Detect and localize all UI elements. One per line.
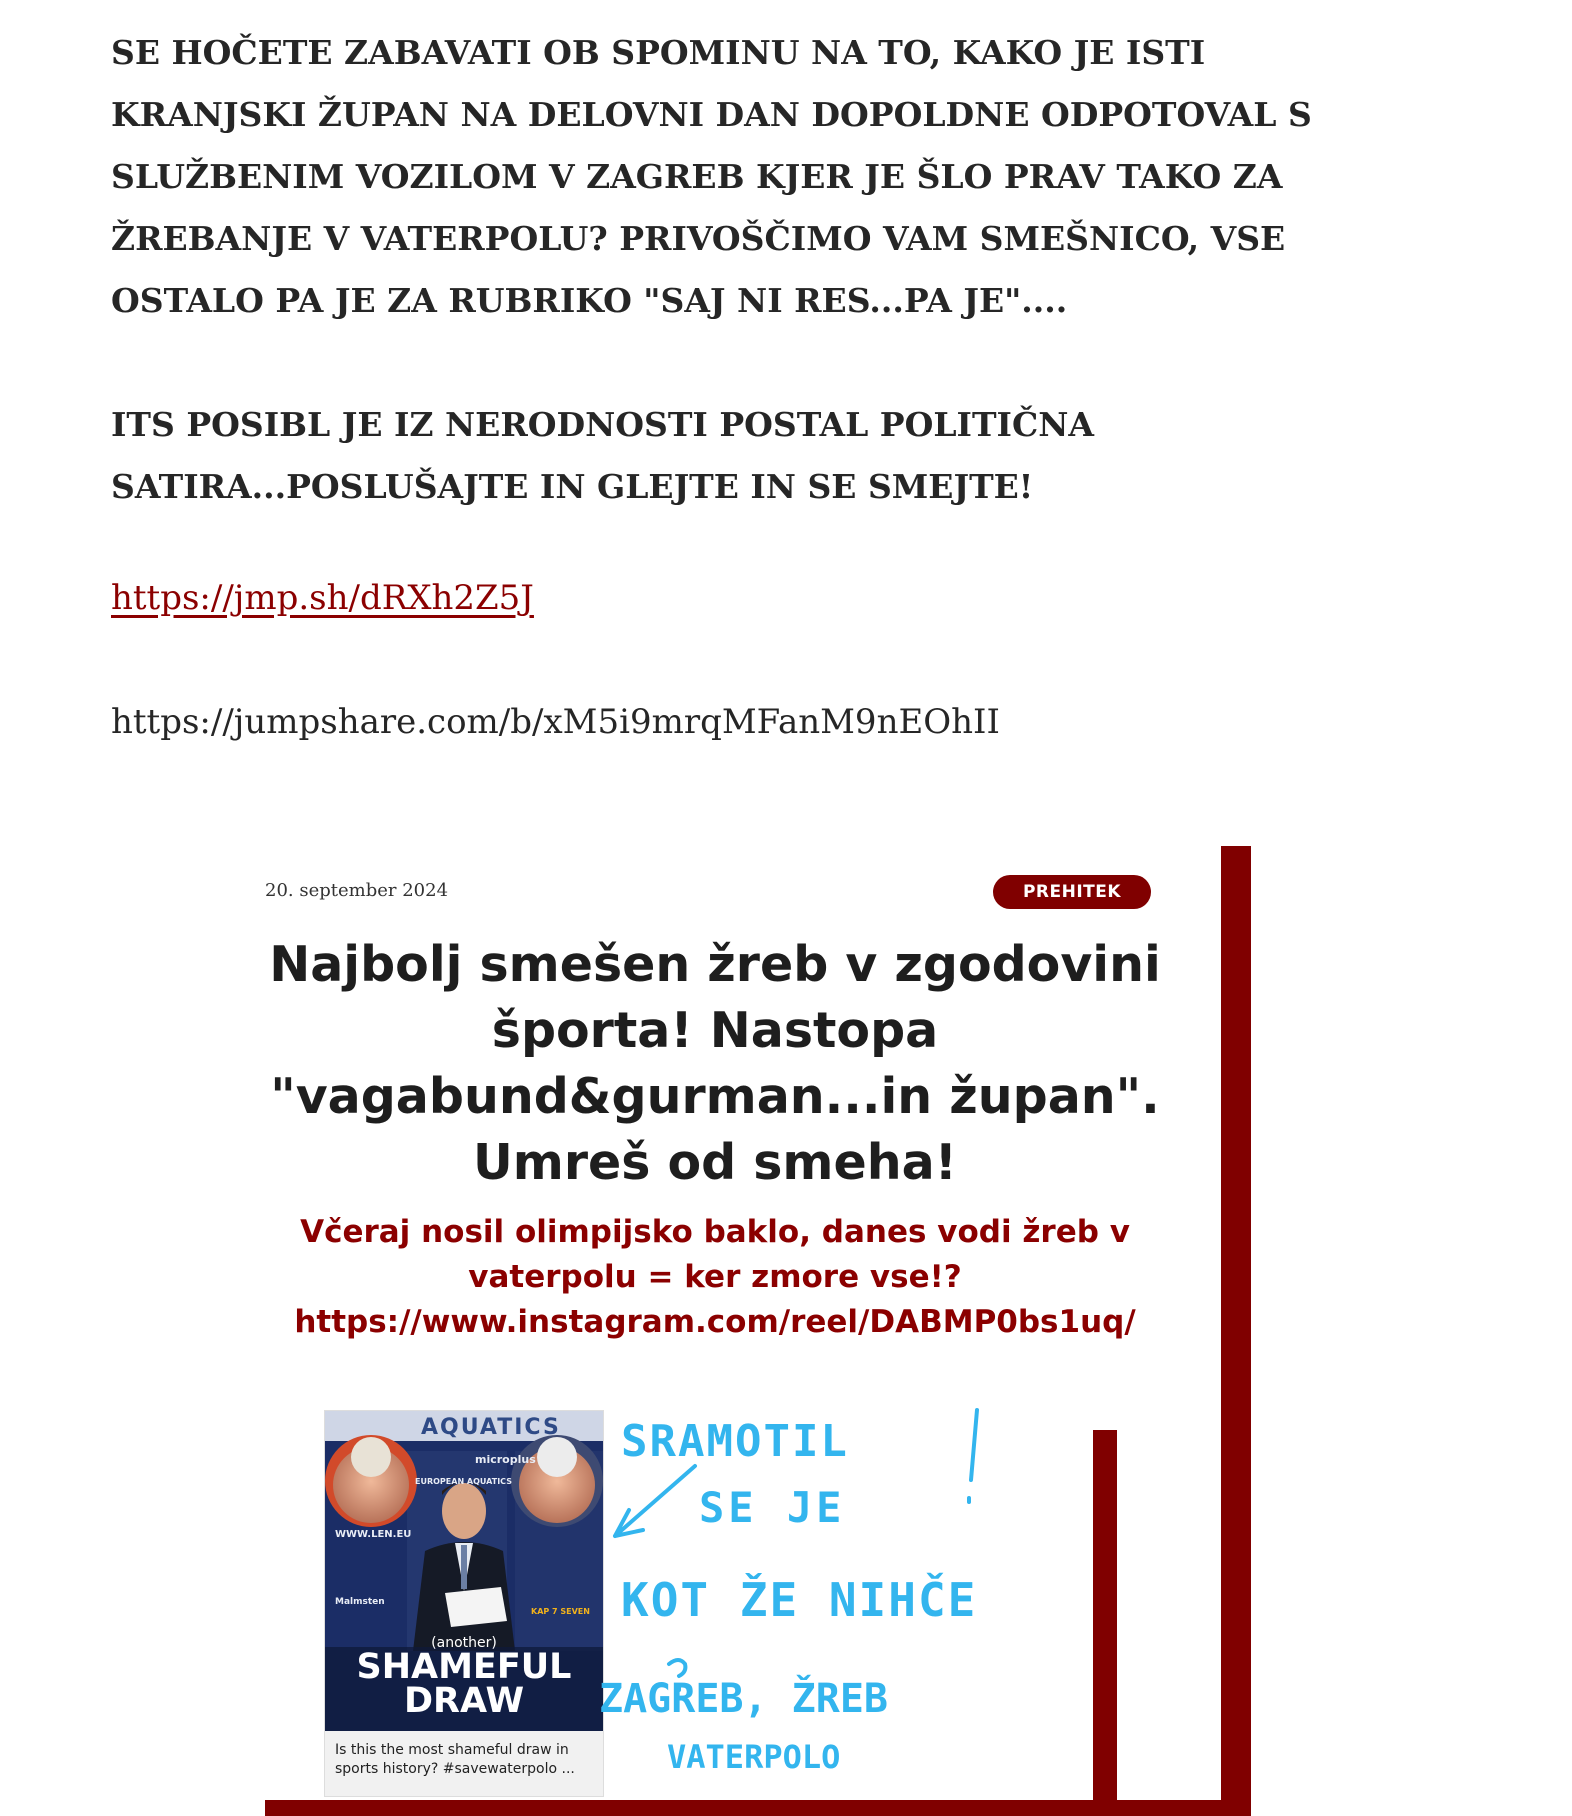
photo-big-text-1: SHAMEFUL bbox=[356, 1647, 572, 1687]
handwriting-line-3: KOT ŽE NIHČE bbox=[621, 1573, 978, 1627]
handwritten-annotation bbox=[595, 1406, 1065, 1816]
card-subhead: Včeraj nosil olimpijsko baklo, danes vodi žreb v vaterpolu = ker zmore vse!?https://www.instagram.com/reel/DABMP0bs1uq/ bbox=[294, 1214, 1136, 1340]
article-body bbox=[111, 22, 1411, 518]
card-headline: Najbolj smešen žreb v zgodovini športa! Nastopa "vagabund&gurman...in župan". Umreš od smeha! bbox=[269, 936, 1161, 1191]
jumpshare-short-link[interactable]: https://jmp.sh/dRXh2Z5J bbox=[111, 578, 534, 618]
photo-wall-logo-5: KAP 7 SEVEN bbox=[531, 1607, 590, 1616]
frame-inner-bar bbox=[1093, 1430, 1117, 1816]
photo-wall-logo-2: EUROPEAN AQUATICS bbox=[415, 1477, 512, 1486]
embedded-article-image bbox=[265, 846, 1251, 1816]
photo-wall-logo-1: microplus bbox=[475, 1453, 536, 1466]
photo-small-text: (another) bbox=[431, 1635, 497, 1651]
photo-wall-logo-3: WWW.LEN.EU bbox=[335, 1529, 412, 1540]
frame-right-bar bbox=[1221, 846, 1251, 1816]
card-date: 20. september 2024 bbox=[265, 880, 449, 901]
handwriting-line-2: SE JE bbox=[699, 1483, 846, 1532]
category-badge: PREHITEK bbox=[993, 875, 1151, 909]
post-photo bbox=[325, 1411, 603, 1731]
jumpshare-plain-url: https://jumpshare.com/b/xM5i9mrqMFanM9nEOhII bbox=[111, 702, 1000, 742]
handwriting-line-5: VATERPOLO bbox=[667, 1738, 841, 1776]
photo-big-text-2: DRAW bbox=[403, 1681, 525, 1721]
photo-wall-logo-4: Malmsten bbox=[335, 1597, 385, 1607]
post-caption: Is this the most shameful draw in sports history? #savewaterpolo ... bbox=[335, 1742, 575, 1777]
annotation-arrow bbox=[615, 1466, 695, 1536]
article-paragraph-2: ITS POSIBL JE IZ NERODNOSTI POSTAL POLITIČNA SATIRA...POSLUŠAJTE IN GLEJTE IN SE SMEJTE! bbox=[111, 405, 1094, 506]
annotation-exclamation bbox=[969, 1410, 977, 1502]
photo-top-banner: AQUATICS bbox=[421, 1415, 561, 1440]
article-paragraph-1: SE HOČETE ZABAVATI OB SPOMINU NA TO, KAKO JE ISTI KRANJSKI ŽUPAN NA DELOVNI DAN DOPOLDNE ODPOTOVAL S SLUŽBENIM VOZILOM V ZAGREB KJER JE ŠLO PRAV TAKO ZA ŽREBANJE V VATERPOLU? PRIVOŠČIMO VAM SMEŠNICO, VSE OSTALO PA JE ZA RUBRIKO "SAJ NI RES...PA JE".... bbox=[111, 33, 1312, 320]
handwriting-line-1: SRAMOTIL bbox=[621, 1416, 849, 1467]
instagram-post-card bbox=[324, 1410, 604, 1797]
handwriting-line-4: ZAGREB, ŽREB bbox=[599, 1676, 888, 1722]
